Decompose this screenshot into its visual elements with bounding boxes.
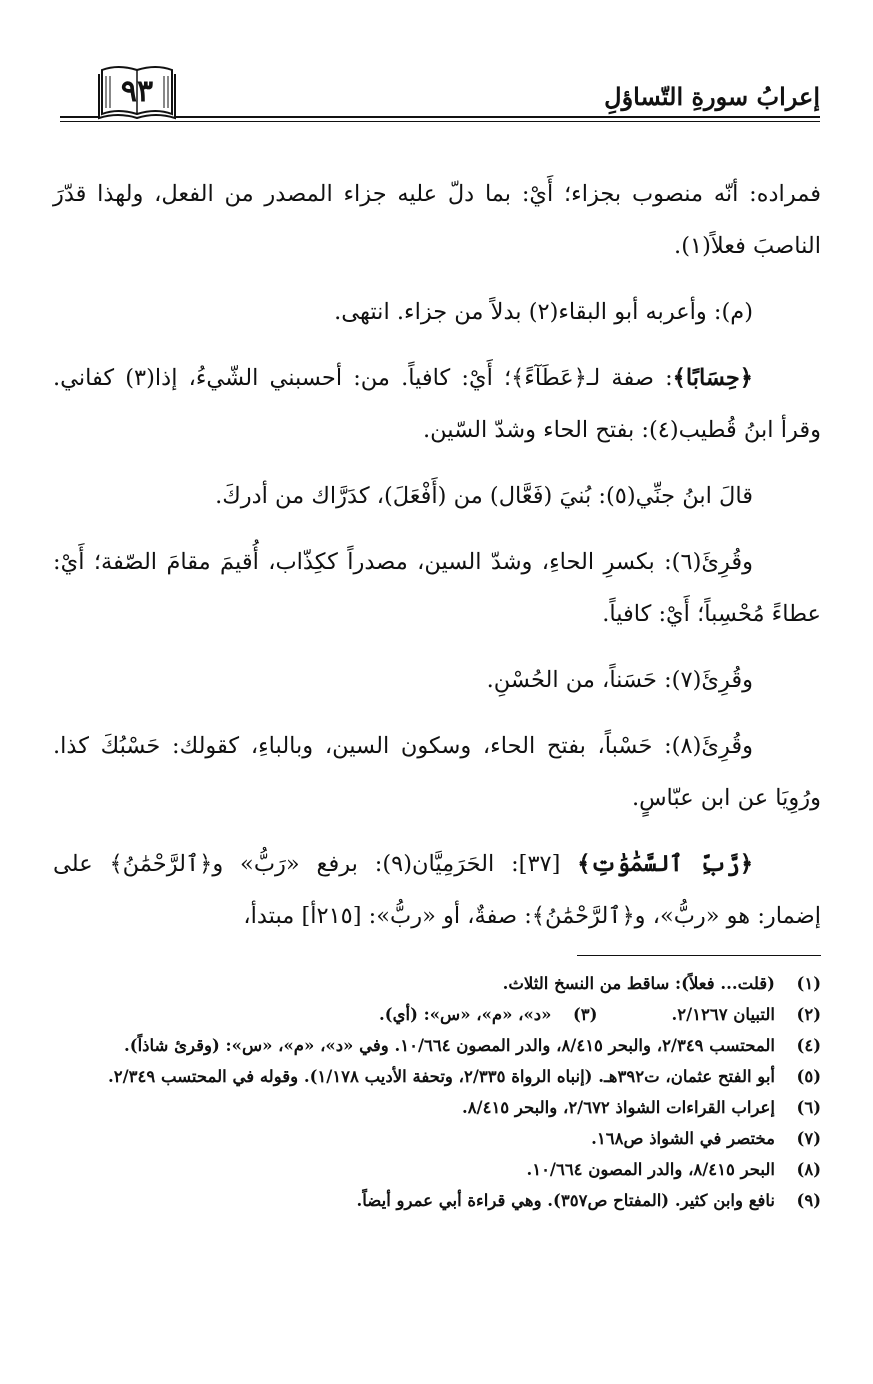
footnote-number: (٣): [572, 1005, 598, 1024]
paragraph: وقُرِئَ(٦): بكسرِ الحاءِ، وشدّ السين، مصدراً ككِذّاب، أُقيمَ مقامَ الصّفة؛ أَيْ: عطاءً مُحْسِباً؛ أَيْ: كافياً.: [53, 549, 821, 627]
page-header: [60, 58, 820, 128]
footnotes: [53, 968, 821, 1216]
footnote-number: (٥): [796, 1067, 821, 1086]
footnote-number: (٢): [796, 1005, 821, 1024]
paragraph: وقُرِئَ(٨): حَسْباً، بفتح الحاء، وسكون السين، وبالباءِ، كقولك: حَسْبُكَ كذا. ورُوِيَا عن ابن عبّاسٍ.: [53, 733, 821, 811]
paragraph: ﴿رَّبِّ ٱلسَّمَٰوَٰتِ﴾ [٣٧]: الحَرَمِيَّان(٩): برفع «رَبُّ» و﴿ٱلرَّحْمَٰنُ﴾ على إضمار: هو «ربُّ»، و﴿ٱلرَّحْمَٰنُ﴾: صفةٌ، أو «ربُّ»: [٢١٥أ] مبتدأ،: [53, 851, 821, 929]
footnote-row: [53, 999, 821, 1030]
page-number: ٩٣: [120, 74, 154, 109]
footnote-number: (٦): [796, 1098, 821, 1117]
paragraph: ﴿حِسَابًا﴾: صفة لـ﴿عَطَآءً﴾؛ أَيْ: كافياً. من: أحسبني الشّيءُ، إذا(٣) كفاني. وقرأ ابنُ قُطيب(٤): بفتح الحاء وشدّ السّين.: [53, 365, 821, 443]
paragraph: وقُرِئَ(٧): حَسَناً، من الحُسْنِ.: [486, 667, 753, 693]
running-title: إعرابُ سورةِ التّساؤلِ: [604, 82, 820, 111]
footnote: (٦) إعراب القراءات الشواذ ٢/٦٧٢، والبحر ٨/٤١٥.: [53, 1092, 821, 1123]
footnote-number: (٨): [796, 1160, 821, 1179]
footnote: (٢) التبيان ٢/١٢٦٧.: [671, 999, 821, 1030]
footnote: (٤) المحتسب ٢/٣٤٩، والبحر ٨/٤١٥، والدر المصون ١٠/٦٦٤. وفي «د»، «م»، «س»: (وقرئ شاذاً).: [53, 1030, 821, 1061]
quran-quote: ﴿حِسَابًا﴾: [672, 365, 753, 391]
footnote-separator: [577, 955, 821, 956]
footnote: (٧) مختصر في الشواذ ص١٦٨.: [53, 1123, 821, 1154]
paragraph: (م): وأعربه أبو البقاء(٢) بدلاً من جزاء. انتهى.: [334, 299, 753, 325]
footnote: (٥) أبو الفتح عثمان، ت٣٩٢هـ. (إنباه الرواة ٢/٣٣٥، وتحفة الأديب ١/١٧٨). وقوله في المحتسب ٢/٣٤٩.: [53, 1061, 821, 1092]
main-text: [53, 168, 821, 956]
paragraph: فمراده: أنّه منصوب بجزاء؛ أَيْ: بما دلّ عليه جزاء المصدر من الفعل، ولهذا قدّرَ الناصبَ فعلاً(١).: [53, 181, 821, 259]
footnote-number: (٤): [796, 1036, 821, 1055]
paragraph: قالَ ابنُ جنِّي(٥): بُنيَ (فَعَّال) من (أَفْعَلَ)، كدَرَّاك من أدركَ.: [215, 483, 753, 509]
footnote-number: (٧): [796, 1129, 821, 1148]
quran-quote: ﴿رَّبِّ ٱلسَّمَٰوَٰتِ﴾: [577, 851, 754, 877]
footnote: (٣) «د»، «م»، «س»: (أي).: [379, 999, 597, 1030]
header-rule-thin: [60, 121, 820, 122]
footnote-number: (٩): [796, 1191, 821, 1210]
footnote: (٨) البحر ٨/٤١٥، والدر المصون ١٠/٦٦٤.: [53, 1154, 821, 1185]
footnote: (١) (قلت... فعلاً): ساقط من النسخ الثلاث.: [53, 968, 821, 999]
page-number-badge: [98, 62, 176, 120]
footnote-number: (١): [796, 974, 821, 993]
footnote: (٩) نافع وابن كثير. (المفتاح ص٣٥٧). وهي قراءة أبي عمرو أيضاً.: [53, 1185, 821, 1216]
